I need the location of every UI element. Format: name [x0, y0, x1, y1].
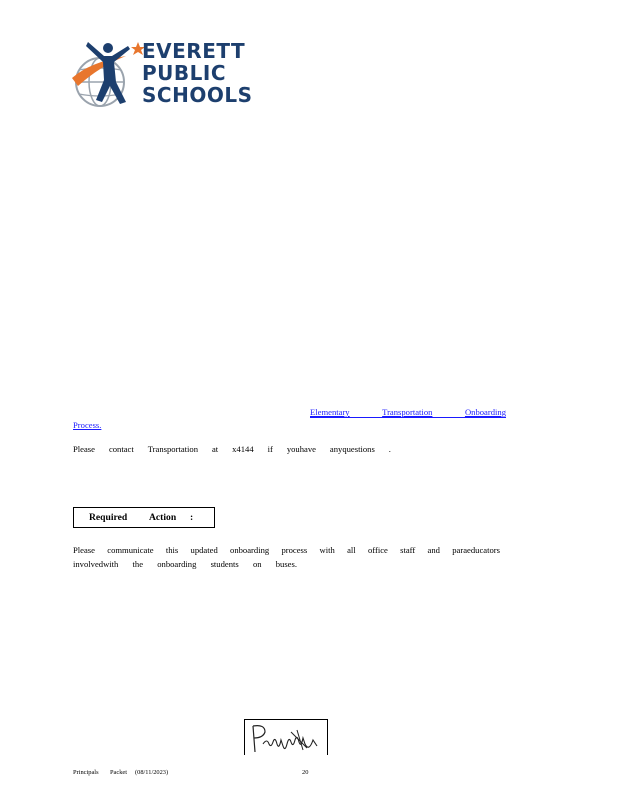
word: paraeducators — [452, 545, 500, 555]
word: office — [367, 545, 388, 555]
footer-page-number: 20 — [302, 769, 309, 776]
word: with — [319, 545, 335, 555]
word: students — [210, 559, 239, 569]
word: this — [165, 545, 179, 555]
required-action-colon: : — [190, 512, 194, 523]
district-logo — [70, 36, 253, 112]
word: at — [211, 444, 219, 454]
contact-sentence — [73, 444, 391, 454]
word: Transportation — [147, 444, 199, 454]
word: on — [252, 559, 262, 569]
word: Please — [73, 545, 95, 555]
word: buses. — [275, 559, 297, 569]
required-action-word-1: Required — [89, 512, 128, 523]
link-word-3: Onboarding — [464, 407, 506, 417]
required-action-box — [73, 507, 215, 528]
logo-line-3: SCHOOLS — [142, 83, 253, 107]
word: the — [132, 559, 144, 569]
word: process — [281, 545, 308, 555]
onboarding-process-link[interactable] — [310, 407, 506, 418]
word: onboarding — [157, 559, 197, 569]
onboarding-process-link-tail[interactable]: Process. — [73, 420, 102, 430]
word: and — [427, 545, 440, 555]
word: staff — [400, 545, 416, 555]
word: contact — [108, 444, 134, 454]
word: if — [267, 444, 273, 454]
word: all — [347, 545, 356, 555]
word: onboarding — [230, 545, 270, 555]
word: . — [388, 444, 391, 454]
footer-label: Principals — [73, 769, 99, 776]
word: updated — [190, 545, 218, 555]
footer-packet: Packet — [110, 769, 128, 776]
word: x4144 — [232, 444, 254, 454]
link-word-2: Transportation — [382, 407, 433, 417]
word: youhave — [286, 444, 316, 454]
logo-figure-icon — [70, 36, 150, 112]
signature-box — [244, 719, 328, 755]
required-action-word-2: Action — [149, 512, 177, 523]
word: communicate — [107, 545, 154, 555]
logo-line-2: PUBLIC — [142, 61, 227, 85]
instruction-paragraph-line-2 — [73, 559, 297, 569]
word: involvedwith — [73, 559, 119, 569]
footer-date: (08/11/2023) — [135, 769, 169, 776]
word: anyquestions — [329, 444, 375, 454]
word: Please — [73, 444, 95, 454]
logo-wordmark — [142, 40, 252, 106]
logo-line-1: EVERETT — [142, 39, 246, 63]
instruction-paragraph-line-1 — [73, 545, 500, 555]
signature-image — [247, 722, 325, 754]
link-word-1: Elementary — [310, 407, 350, 417]
